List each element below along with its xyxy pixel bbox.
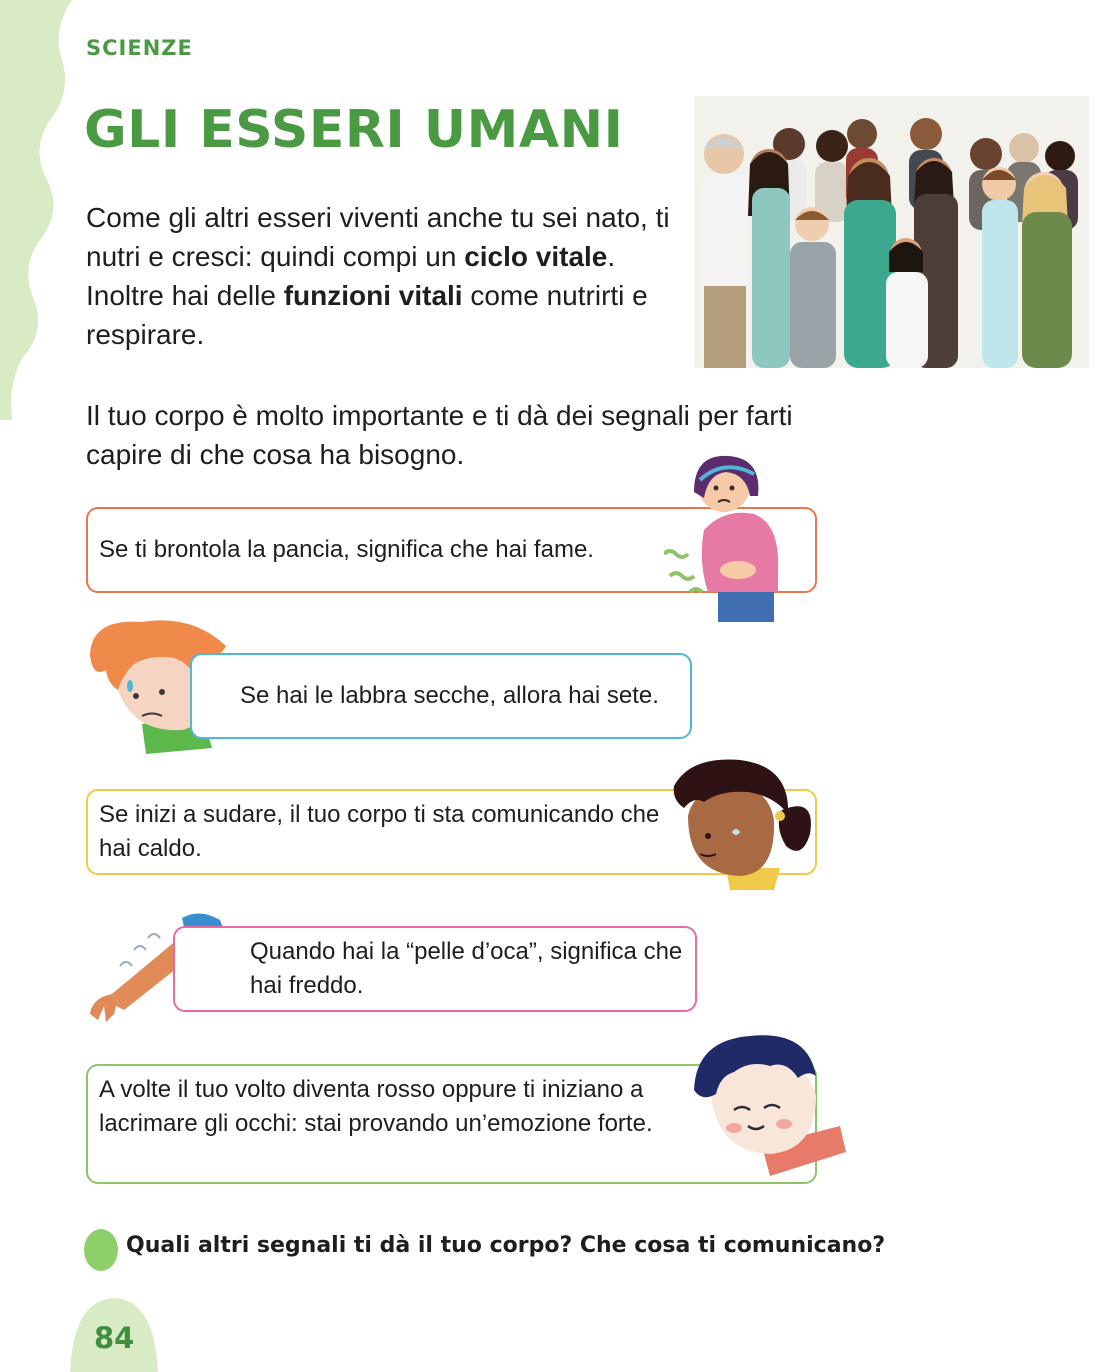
green-drop-icon — [84, 1229, 118, 1271]
signal-text-thirst: Se hai le labbra secche, allora hai sete. — [240, 682, 659, 709]
subject-label: SCIENZE — [86, 36, 193, 60]
body-paragraph: Il tuo corpo è molto importante e ti dà dei segnali per farti capire di che cosa ha bisogno. — [86, 400, 793, 470]
intro-paragraph: Come gli altri esseri viventi anche tu sei nato, ti nutri e cresci: quindi compi un ciclo vitale. Inoltre hai delle funzioni vitali come nutrirti e respirare. — [86, 202, 670, 350]
sweating-girl-illustration — [670, 756, 816, 892]
ciclo-vitale-term: ciclo vitale — [464, 241, 608, 272]
page-number: 84 — [94, 1321, 135, 1355]
signal-text-hunger: Se ti brontola la pancia, significa che hai fame. — [99, 536, 594, 563]
blushing-boy-illustration — [690, 1030, 850, 1180]
wavy-side-band — [0, 0, 80, 420]
page-title: GLI ESSERI UMANI — [84, 100, 624, 160]
hungry-girl-illustration — [664, 452, 784, 624]
signal-text-cold: Quando hai la “pelle d’oca”, significa che hai freddo. — [250, 938, 683, 999]
signal-text-heat: Se inizi a sudare, il tuo corpo ti sta comunicando che hai caldo. — [99, 801, 660, 862]
funzioni-vitali-term: funzioni vitali — [283, 280, 463, 311]
question-prompt: Quali altri segnali ti dà il tuo corpo? Che cosa ti comunicano? — [126, 1233, 886, 1258]
group-photo — [694, 96, 1089, 368]
signal-text-emotion: A volte il tuo volto diventa rosso oppure ti iniziano a lacrimare gli occhi: stai provando un’emozione forte. — [99, 1076, 653, 1137]
